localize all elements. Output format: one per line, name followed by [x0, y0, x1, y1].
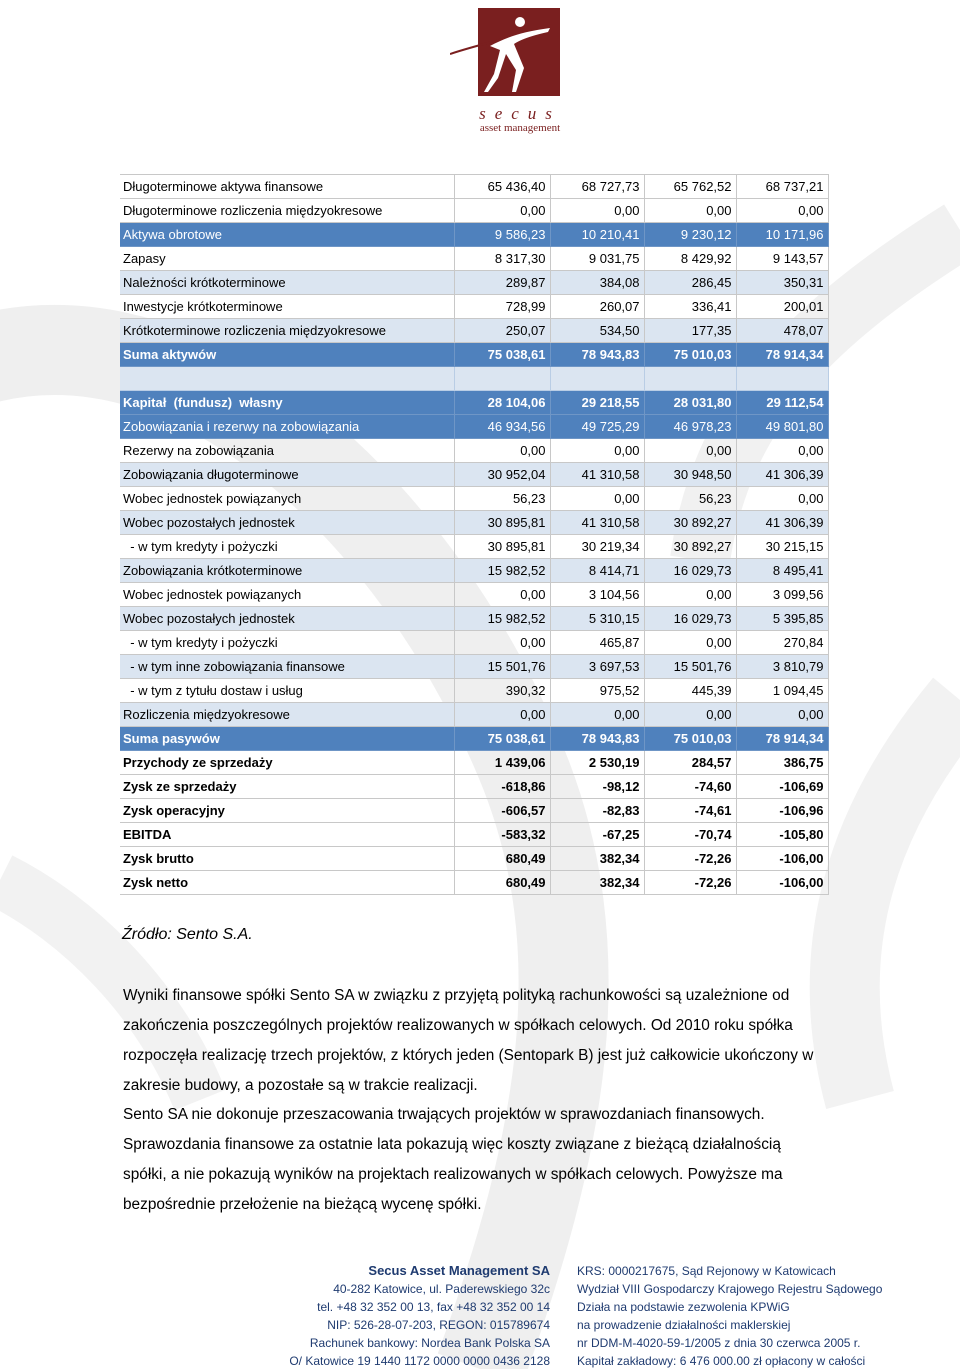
row-value: 28 031,80 [644, 391, 736, 415]
row-label: Krótkoterminowe rozliczenia międzyokresowe [120, 319, 454, 343]
row-value: -67,25 [550, 823, 644, 847]
table-row [120, 319, 828, 343]
paragraph-valuation [123, 1100, 911, 1220]
paragraph-line: zakresie budowy, a pozostałe są w trakcie realizacji. [123, 1077, 478, 1094]
row-label: Wobec jednostek powiązanych [120, 583, 454, 607]
row-value: 78 943,83 [550, 343, 644, 367]
row-value: 0,00 [454, 631, 550, 655]
row-value: 0,00 [550, 439, 644, 463]
row-label: Zysk operacyjny [120, 799, 454, 823]
row-value: 30 895,81 [454, 535, 550, 559]
row-value: 382,34 [550, 847, 644, 871]
row-label: Przychody ze sprzedaży [120, 751, 454, 775]
table-row [120, 487, 828, 511]
logo-wordmark: secus [479, 104, 561, 123]
row-label: Aktywa obrotowe [120, 223, 454, 247]
row-value: 270,84 [736, 631, 828, 655]
row-value: 975,52 [550, 679, 644, 703]
row-value: 336,41 [644, 295, 736, 319]
row-label [120, 367, 454, 391]
row-value: 46 934,56 [454, 415, 550, 439]
row-value: 68 737,21 [736, 175, 828, 199]
row-value: 478,07 [736, 319, 828, 343]
footer-company-info [250, 1262, 550, 1370]
row-value: 3 099,56 [736, 583, 828, 607]
footer-account: O/ Katowice 19 1440 1172 0000 0000 0436 2128 [289, 1354, 550, 1368]
row-value: 1 094,45 [736, 679, 828, 703]
row-label: Inwestycje krótkoterminowe [120, 295, 454, 319]
row-value: 29 112,54 [736, 391, 828, 415]
row-value: 0,00 [736, 703, 828, 727]
row-value: 284,57 [644, 751, 736, 775]
row-value: 8 495,41 [736, 559, 828, 583]
row-value: 16 029,73 [644, 559, 736, 583]
table-row [120, 751, 828, 775]
logo-tagline: asset management [479, 122, 561, 134]
row-label: Zysk netto [120, 871, 454, 895]
row-value: 56,23 [454, 487, 550, 511]
row-value: 260,07 [550, 295, 644, 319]
table-row [120, 799, 828, 823]
row-value: 75 038,61 [454, 727, 550, 751]
table-row [120, 583, 828, 607]
row-value: 30 948,50 [644, 463, 736, 487]
footer-license-scope: na prowadzenie działalności maklerskiej [577, 1318, 791, 1332]
row-value: 0,00 [736, 199, 828, 223]
footer-court: Wydział VIII Gospodarczy Krajowego Rejestru Sądowego [577, 1282, 883, 1296]
row-value: 28 104,06 [454, 391, 550, 415]
row-value: 3 697,53 [550, 655, 644, 679]
table-row [120, 199, 828, 223]
row-label: - w tym z tytułu dostaw i usług [120, 679, 454, 703]
row-label: Suma pasywów [120, 727, 454, 751]
table-row [120, 679, 828, 703]
row-value: 78 943,83 [550, 727, 644, 751]
row-value: -74,60 [644, 775, 736, 799]
row-label: Suma aktywów [120, 343, 454, 367]
row-value: 29 218,55 [550, 391, 644, 415]
paragraph-line: Wyniki finansowe spółki Sento SA w związku z przyjętą polityką rachunkowości są uzależnione od [123, 987, 790, 1004]
row-value [550, 367, 644, 391]
financial-table [120, 174, 829, 895]
logo-mark-icon [450, 8, 570, 100]
row-value: 680,49 [454, 847, 550, 871]
footer-tax-ids: NIP: 526-28-07-203, REGON: 015789674 [327, 1318, 550, 1332]
row-value: -106,00 [736, 871, 828, 895]
row-value: 0,00 [454, 199, 550, 223]
row-value: 728,99 [454, 295, 550, 319]
row-value: 177,35 [644, 319, 736, 343]
row-value: 49 725,29 [550, 415, 644, 439]
row-value: 350,31 [736, 271, 828, 295]
row-value: -106,96 [736, 799, 828, 823]
row-value: 0,00 [644, 631, 736, 655]
row-value: 0,00 [550, 703, 644, 727]
financial-table-body [120, 175, 828, 895]
row-value: 0,00 [736, 439, 828, 463]
source-note: Źródło: Sento S.A. [122, 926, 253, 943]
row-value: 2 530,19 [550, 751, 644, 775]
row-value: -70,74 [644, 823, 736, 847]
row-label: - w tym kredyty i pożyczki [120, 535, 454, 559]
row-label: Zobowiązania krótkoterminowe [120, 559, 454, 583]
footer-phone: tel. +48 32 352 00 13, fax +48 32 352 00 14 [317, 1300, 550, 1314]
row-label: Wobec pozostałych jednostek [120, 607, 454, 631]
row-label: Wobec pozostałych jednostek [120, 511, 454, 535]
row-value: 75 010,03 [644, 343, 736, 367]
row-value: 8 317,30 [454, 247, 550, 271]
paragraph-line: Sprawozdania finansowe za ostatnie lata pokazują więc koszty związane z bieżącą działalnością [123, 1136, 781, 1153]
row-value: 15 982,52 [454, 607, 550, 631]
row-value: 10 210,41 [550, 223, 644, 247]
row-value: 78 914,34 [736, 727, 828, 751]
paragraph-results [123, 981, 911, 1101]
row-label: Należności krótkoterminowe [120, 271, 454, 295]
row-value: 1 439,06 [454, 751, 550, 775]
row-value: 41 310,58 [550, 511, 644, 535]
row-value: 0,00 [736, 487, 828, 511]
row-value: 3 810,79 [736, 655, 828, 679]
row-value: 30 895,81 [454, 511, 550, 535]
footer-license-number: nr DDM-M-4020-59-1/2005 z dnia 30 czerwca 2005 r. [577, 1336, 861, 1350]
paragraph-line: spółki, a nie pokazują wyników na projektach realizowanych w spółkach celowych. Powyższe ma [123, 1166, 783, 1183]
paragraph-line: zakończenia poszczególnych projektów realizowanych w spółkach celowych. Od 2010 roku spółka [123, 1017, 793, 1034]
row-value: 30 892,27 [644, 511, 736, 535]
row-value: 9 230,12 [644, 223, 736, 247]
row-value: 15 501,76 [644, 655, 736, 679]
row-value: 9 031,75 [550, 247, 644, 271]
row-value: -618,86 [454, 775, 550, 799]
row-label: Zobowiązania długoterminowe [120, 463, 454, 487]
row-label: Długoterminowe rozliczenia międzyokresowe [120, 199, 454, 223]
footer-company-name: Secus Asset Management SA [368, 1263, 550, 1278]
row-value: 8 429,92 [644, 247, 736, 271]
row-value: 534,50 [550, 319, 644, 343]
table-row [120, 343, 828, 367]
row-value: 10 171,96 [736, 223, 828, 247]
footer-license: Działa na podstawie zezwolenia KPWiG [577, 1300, 790, 1314]
row-value: 41 310,58 [550, 463, 644, 487]
row-value: 56,23 [644, 487, 736, 511]
row-value: 680,49 [454, 871, 550, 895]
row-value: -606,57 [454, 799, 550, 823]
row-value: -74,61 [644, 799, 736, 823]
table-row [120, 559, 828, 583]
row-label: Zysk ze sprzedaży [120, 775, 454, 799]
row-value: 390,32 [454, 679, 550, 703]
row-value: 0,00 [644, 439, 736, 463]
row-value: 0,00 [644, 703, 736, 727]
row-value: 46 978,23 [644, 415, 736, 439]
footer-registry-info [577, 1262, 937, 1370]
row-label: - w tym inne zobowiązania finansowe [120, 655, 454, 679]
row-label: Kapitał (fundusz) własny [120, 391, 454, 415]
row-value: 0,00 [550, 487, 644, 511]
row-value: -106,00 [736, 847, 828, 871]
row-label: Zapasy [120, 247, 454, 271]
table-row [120, 511, 828, 535]
row-value: 65 436,40 [454, 175, 550, 199]
row-value: 16 029,73 [644, 607, 736, 631]
footer-address: 40-282 Katowice, ul. Paderewskiego 32c [333, 1282, 550, 1296]
row-value: -98,12 [550, 775, 644, 799]
row-label: Wobec jednostek powiązanych [120, 487, 454, 511]
table-row [120, 439, 828, 463]
row-value: 5 395,85 [736, 607, 828, 631]
row-value [454, 367, 550, 391]
row-value: -583,32 [454, 823, 550, 847]
row-value: -105,80 [736, 823, 828, 847]
row-value: 200,01 [736, 295, 828, 319]
row-label: Rozliczenia międzyokresowe [120, 703, 454, 727]
row-value: 0,00 [644, 583, 736, 607]
row-value: 30 892,27 [644, 535, 736, 559]
row-value: 8 414,71 [550, 559, 644, 583]
row-value: 75 010,03 [644, 727, 736, 751]
row-value: 386,75 [736, 751, 828, 775]
row-value: 382,34 [550, 871, 644, 895]
row-label: Długoterminowe aktywa finansowe [120, 175, 454, 199]
row-value: 78 914,34 [736, 343, 828, 367]
row-value: 15 501,76 [454, 655, 550, 679]
row-value: 65 762,52 [644, 175, 736, 199]
row-value: -82,83 [550, 799, 644, 823]
table-row [120, 871, 828, 895]
row-value: 68 727,73 [550, 175, 644, 199]
row-value: 384,08 [550, 271, 644, 295]
row-value: 289,87 [454, 271, 550, 295]
row-value: 9 586,23 [454, 223, 550, 247]
row-value: 15 982,52 [454, 559, 550, 583]
row-value: 41 306,39 [736, 511, 828, 535]
table-row [120, 823, 828, 847]
footer-krs: KRS: 0000217675, Sąd Rejonowy w Katowicach [577, 1264, 836, 1278]
row-value: 5 310,15 [550, 607, 644, 631]
footer-capital: Kapitał zakładowy: 6 476 000.00 zł opłacony w całości [577, 1354, 866, 1368]
row-label: Rezerwy na zobowiązania [120, 439, 454, 463]
row-value: 3 104,56 [550, 583, 644, 607]
company-logo [440, 8, 580, 133]
row-value [644, 367, 736, 391]
row-value [736, 367, 828, 391]
row-value: -106,69 [736, 775, 828, 799]
row-value: 30 215,15 [736, 535, 828, 559]
table-row [120, 391, 828, 415]
table-row [120, 535, 828, 559]
row-value: -72,26 [644, 847, 736, 871]
row-label: EBITDA [120, 823, 454, 847]
row-value: 49 801,80 [736, 415, 828, 439]
table-row [120, 271, 828, 295]
row-value: 0,00 [454, 583, 550, 607]
row-label: - w tym kredyty i pożyczki [120, 631, 454, 655]
table-row [120, 727, 828, 751]
table-row [120, 607, 828, 631]
row-value: 30 219,34 [550, 535, 644, 559]
table-row [120, 775, 828, 799]
row-value: 0,00 [454, 439, 550, 463]
table-row [120, 367, 828, 391]
row-label: Zysk brutto [120, 847, 454, 871]
table-row [120, 247, 828, 271]
row-value: 465,87 [550, 631, 644, 655]
paragraph-line: bezpośrednie przełożenie na bieżącą wycenę spółki. [123, 1196, 482, 1213]
table-row [120, 463, 828, 487]
row-value: 445,39 [644, 679, 736, 703]
table-row [120, 655, 828, 679]
paragraph-line: rozpoczęła realizację trzech projektów, z których jeden (Sentopark B) jest już całkowicie ukończony w [123, 1047, 814, 1064]
table-row [120, 415, 828, 439]
table-row [120, 295, 828, 319]
row-value: 0,00 [454, 703, 550, 727]
row-value: 30 952,04 [454, 463, 550, 487]
paragraph-line: Sento SA nie dokonuje przeszacowania trwających projektów w sprawozdaniach finansowych. [123, 1106, 765, 1123]
footer-bank: Rachunek bankowy: Nordea Bank Polska SA [309, 1336, 550, 1350]
row-value: 75 038,61 [454, 343, 550, 367]
row-value: 0,00 [550, 199, 644, 223]
table-row [120, 175, 828, 199]
table-row [120, 223, 828, 247]
row-value: 250,07 [454, 319, 550, 343]
row-value: 286,45 [644, 271, 736, 295]
row-label: Zobowiązania i rezerwy na zobowiązania [120, 415, 454, 439]
table-row [120, 631, 828, 655]
table-row [120, 847, 828, 871]
row-value: 41 306,39 [736, 463, 828, 487]
row-value: 0,00 [644, 199, 736, 223]
table-row [120, 703, 828, 727]
row-value: -72,26 [644, 871, 736, 895]
row-value: 9 143,57 [736, 247, 828, 271]
